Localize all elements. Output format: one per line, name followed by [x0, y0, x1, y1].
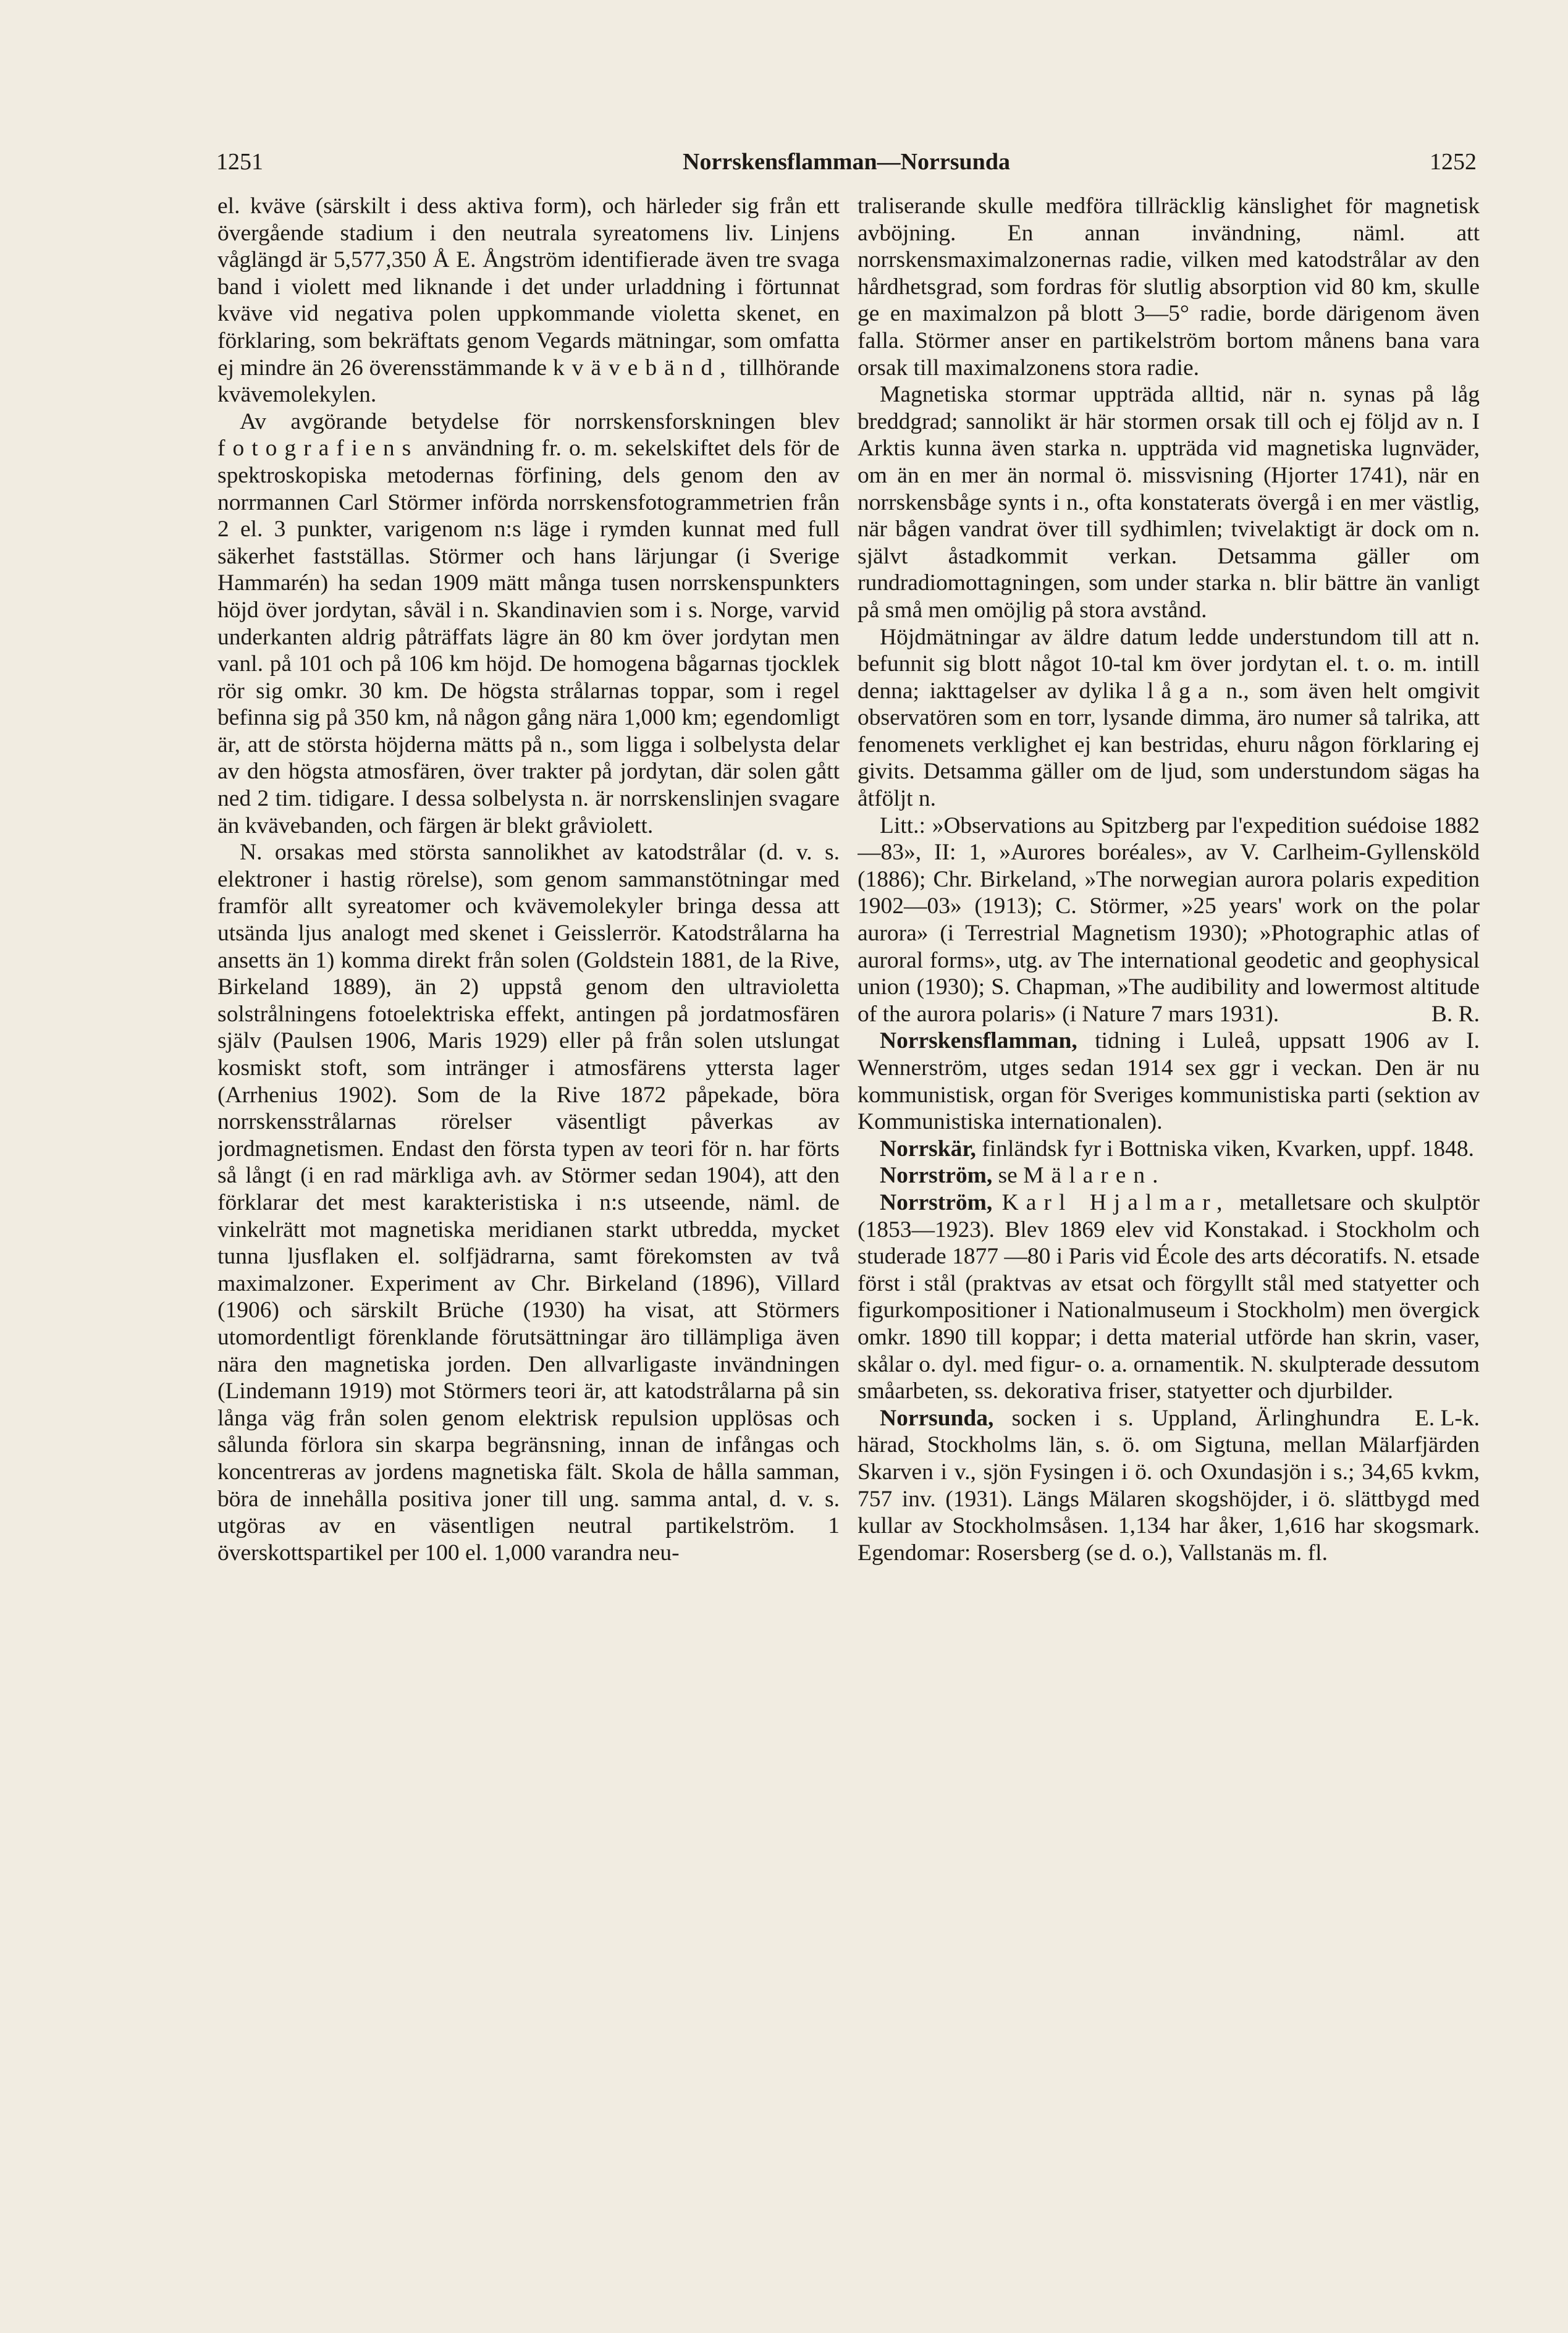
entry-norrskar: [858, 1136, 1480, 1163]
page-header: [216, 148, 1477, 185]
page-number-right: 1252: [1430, 149, 1477, 175]
paragraph: Magnetiska stormar uppträda alltid, när n. synas på låg breddgrad; sannolikt är här stormen orsak till och ej följd av n. I Arktis kunna även starka n. uppträda vid magnetiska lugnväder, om än en mer än normal ö. missvisning (Hjorter 1741), när en norrskensbåge synts i n., ofta konstaterats övergå i en mer västlig, när bågen vandrat över till sydhimlen; tvivelaktigt är dock om n. självt åstadkommit verkan. Detsamma gäller om rundradiomottagningen, som under starka n. blir bättre än vanligt på små men omöjlig på stora avstånd.: [858, 382, 1480, 623]
right-column: [858, 193, 1480, 2170]
paragraph-text: tillhörande kvävemolekylen.: [217, 355, 840, 408]
entry-text: finländsk fyr i Bottniska viken, Kvarken, uppf. 1848.: [982, 1136, 1475, 1162]
entry-headword: Norrskensflamman,: [880, 1028, 1077, 1054]
page-number-left: 1251: [216, 149, 263, 175]
entry-headword: Norrström,: [880, 1163, 993, 1189]
spaced-term: kvävebänd,: [552, 355, 733, 381]
entry-text: se: [998, 1163, 1018, 1189]
literature-paragraph: [858, 812, 1480, 1028]
paragraph-text: Av avgörande betydelse för norrskensforskningen blev: [240, 408, 840, 434]
paragraph: [858, 624, 1480, 812]
entry-headword: Norrsunda,: [880, 1405, 994, 1431]
running-title: Norrskensflamman—Norrsunda: [683, 149, 1010, 175]
paragraph: [217, 193, 840, 408]
left-column: [217, 193, 840, 2170]
entry-text: tidning i Luleå, uppsatt 1906 av I. Wennerström, utges sedan 1914 sex ggr i veckan. Den är nu kommunistisk, organ för Sveriges kommunistiska parti (sektion av Kommunistiska internationalen).: [858, 1028, 1480, 1135]
paragraph-text: el. kväve (särskilt i dess aktiva form), och härleder sig från ett övergående stadium i den neutrala syreatomens liv. Linjens våglängd är 5,577,350 Å E. Ångström identifierade även tre svaga band i violett med liknande i det under urladdning i förtunnat kväve vid negativa polen uppkommande violetta skenet, en förklaring, som bekräftats genom Vegards mätningar, som omfatta ej mindre än 26 överensstämmande: [217, 193, 840, 381]
paragraph-text: användning fr. o. m. sekelskiftet dels för de spektroskopiska metodernas förfining, dels genom den av norrmannen Carl Störmer införda norrskensfotogrammetrien från 2 el. 3 punkter, varigenom n:s läge i rymden kunnat med full säkerhet fastställas. Störmer och hans lärjungar (i Sverige Hammarén) ha sedan 1909 mätt många tusen norrskenspunkters höjd över jordytan, såväl i n. Skandinavien som i s. Norge, varvid underkanten aldrig påträffats lägre än 80 km över jordytan men vanl. på 101 och på 106 km höjd. De homogena bågarnas tjocklek rör sig omkr. 30 km. De högsta strålarnas toppar, som i regel befinna sig på 350 km, nå någon gång nära 1,000 km; egendomligt är, att de största höjderna mätts på n., som ligga i solbelysta delar av den högsta atmosfären, över trakter på jordytan, där solen gått ned 2 tim. tidigare. I dessa solbelysta n. är norrskenslinjen svagare än kvävebanden, och färgen är blekt gråviolett.: [217, 436, 840, 838]
literature-text: Litt.: »Observations au Spitzberg par l'expedition suédoise 1882—83», II: 1, »Aurores boréales», av V. Carlheim-Gyllensköld (1886); Chr. Birkeland, »The norwegian aurora polaris expedition 1902—03» (1913); C. Störmer, »25 years' work on the polar aurora» (i Terrestrial Magnetism 1930); »Photographic atlas of auroral forms», utg. av The international geodetic and geophysical union (1930); S. Chapman, »The audibility and lowermost altitude of the aurora polaris» (i Nature 7 mars 1931).: [858, 812, 1480, 1027]
entry-text: metalletsare och skulptör (1853—1923). Blev 1869 elev vid Konstakad. i Stockholm och studerade 1877 —80 i Paris vid École des arts décoratifs. N. etsade först i stål (praktvas av etsat och förgyllt stål med statyetter och figurkompositioner i Nationalmuseum i Stockholm) men övergick omkr. 1890 till koppar; i detta material utförde han skrin, vaser, skålar o. dyl. med figur- o. a. ornamentik. N. skulpterade dessutom småarbeten, ss. dekorativa friser, statyetter och djurbilder.: [858, 1189, 1480, 1404]
author-signature: E. L-k.: [1414, 1405, 1480, 1431]
paragraph-text: Höjdmätningar av äldre datum ledde understundom till att n. befunnit sig blott något 10-tal km över jordytan el. t. o. m. intill denna; iakttagelser av dylika: [858, 624, 1480, 704]
entry-norrsunda: [858, 1405, 1480, 1567]
entry-norrstrom-1: [858, 1162, 1480, 1189]
entry-norrskensflamman: [858, 1027, 1480, 1135]
paragraph: N. orsakas med största sannolikhet av katodstrålar (d. v. s. elektroner i hastig rörelse), som genom sammanstötningar med framför allt syreatomer och kvävemolekyler bringa dessa att utsända ljus analogt med skenet i Geisslerrör. Katodstrålarna ha ansetts än 1) komma direkt från solen (Goldstein 1881, de la Rive, Birkeland 1889), än 2) uppstå genom den ultravioletta solstrålningens fotoelektriska effekt, antingen på jordatmosfären själv (Paulsen 1906, Maris 1929) eller på från solen utslungat kosmiskt stoft, som intränger i atmosfärens yttersta lager (Arrhenius 1902). Som de la Rive 1872 påpekade, böra norrskensstrålarnas rörelser väsentligt påverkas av jordmagnetismen. Endast den första typen av teori för n. har förts så långt (i en rad märkliga avh. av Störmer sedan 1904), att den förklarar det mest karakteristiska i n:s utseende, näml. de vinkelrätt mot magnetiska meridianen starkt utbredda, mycket tunna ljusflaken el. solfjädrarna, samt förekomsten av två maximalzoner. Experiment av Chr. Birkeland (1896), Villard (1906) och särskilt Brüche (1930) ha visat, att Störmers utomordentligt förenklande förutsättningar äro tillämpliga även nära den magnetiska jorden. Den allvarligaste invändningen (Lindemann 1919) mot Störmers teori är, att katodstrålarna på sin långa väg från solen genom elektrisk repulsion upplösas och sålunda förlora sin skarpa begränsning, innan de infångas och koncentreras av jordens magnetiska fält. Skola de hålla samman, böra de innehålla positiva joner till ung. samma antal, d. v. s. utgöras av en väsentligen neutral partikelström. 1 överskottspartikel per 100 el. 1,000 varandra neu-: [217, 840, 840, 1566]
entry-headword: Norrskär,: [880, 1136, 976, 1162]
paragraph-text: n., som även helt omgivit observatören som en torr, lysande dimma, äro numer så talrika, att fenomenets verklighet ej kan bestridas, ehuru någon förklaring ej givits. Detsamma gäller om de ljud, som understundom sägas ha åtföljt n.: [858, 678, 1480, 812]
entry-text: socken i s. Uppland, Ärlinghundra härad, Stockholms län, s. ö. om Sigtuna, mellan Mälarfjärden Skarven i v., sjön Fysingen i ö. och Oxundasjön i s.; 34,65 kvkm, 757 inv. (1931). Längs Mälaren skogshöjder, i ö. slättbygd med kullar av Stockholmsåsen. 1,134 har åker, 1,616 har skogsmark. Egendomar: Rosersberg (se d. o.), Vallstanäs m. fl.: [858, 1405, 1480, 1566]
cross-reference: Mälaren.: [1023, 1163, 1166, 1189]
spaced-term: fotografiens: [217, 436, 419, 462]
person-name: Karl Hjalmar,: [1001, 1189, 1230, 1215]
author-signature: B. R.: [1431, 1001, 1480, 1027]
spaced-term: låga: [1147, 678, 1216, 704]
entry-headword: Norrström,: [880, 1189, 993, 1215]
paragraph: traliserande skulle medföra tillräcklig känslighet för magnetisk avböjning. En annan invändning, näml. att norrskensmaximalzonernas radie, vilken med katodstrålar av den hårdhetsgrad, som fordras för slutlig absorption vid 80 km, skulle ge en maximalzon på blott 3—5° radie, borde därigenom även falla. Störmer anser en partikelström bortom månens bana vara orsak till maximalzonens stora radie.: [858, 193, 1480, 381]
paragraph: [217, 408, 840, 840]
